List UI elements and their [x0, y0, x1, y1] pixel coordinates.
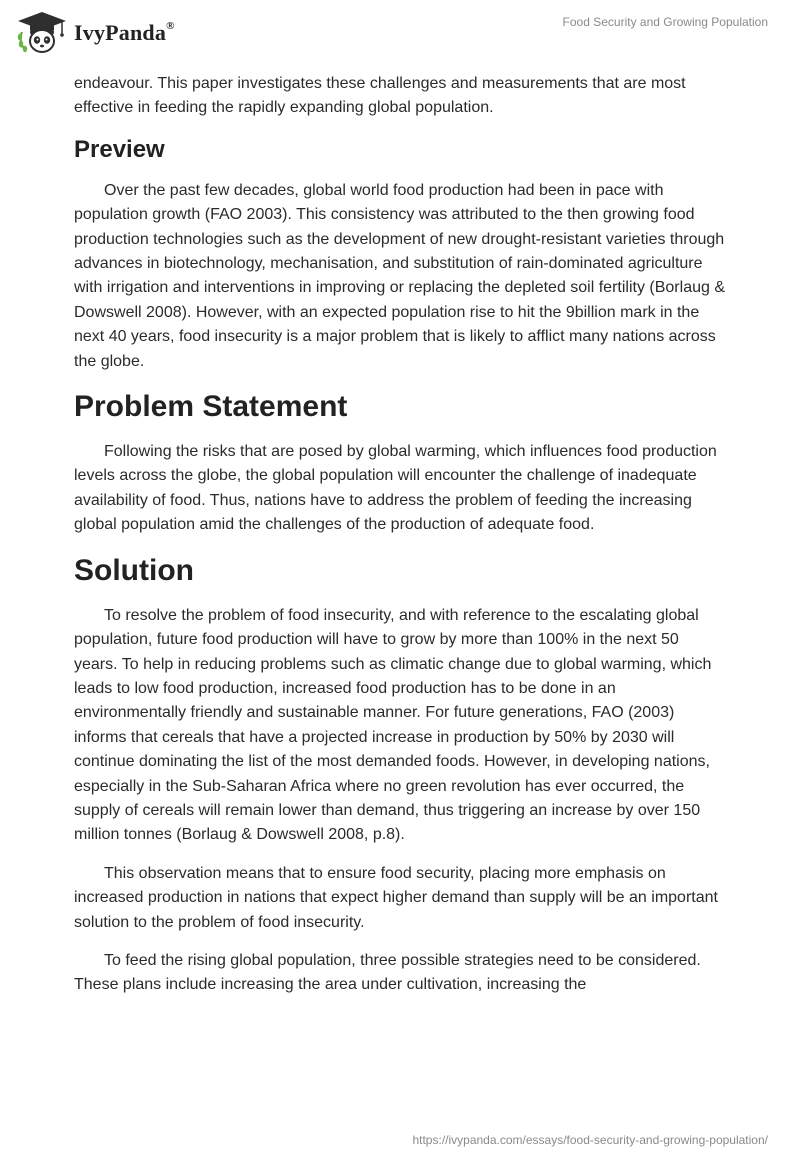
brand-name: IvyPanda® [74, 19, 175, 45]
preview-paragraph: Over the past few decades, global world food production had been in pace with population growth (FAO 2003). This consistency was attributed to the then growing food production technologies such as the development of new drought-resistant varieties through advances in biotechnology, mechanisation, and substitution of rain-dominated agriculture with irrigation and interventions in improving or replacing the depleted soil fertility (Borlaug & Dowswell 2008). However, with an expected population rise to hit the 9billion mark in the next 40 years, food insecurity is a major problem that is likely to afflict many nations across the globe. [74, 181, 725, 370]
problem-statement-paragraph: Following the risks that are posed by global warming, which influences food production levels across the globe, the global population will encounter the challenge of inadequate availability of food. Thus, nations have to address the problem of feeding the increasing global population amid the challenges of the production of adequate food. [74, 443, 717, 534]
solution-heading: Solution [74, 553, 194, 587]
solution-paragraph-1: To resolve the problem of food insecurity, and with reference to the escalating global population, future food production will have to grow by more than 100% in the next 50 years. To help in reducing problems such as climatic change due to global warming, which leads to low food production, increased food production has to be done in an environmentally friendly and sustainable manner. For future generations, FAO (2003) informs that cereals that have a projected increase in production by 50% by 2030 will continue dominating the list of the most demanded foods. However, in developing nations, especially in the Sub-Saharan Africa where no green revolution has ever occurred, the supply of cereals will remain lower than demand, thus triggering an increase by over 150 million tonnes (Borlaug & Dowswell 2008, p.8). [74, 606, 712, 844]
source-url[interactable]: https://ivypanda.com/essays/food-security-and-growing-population/ [412, 1133, 768, 1147]
ivypanda-logo[interactable] [14, 10, 175, 56]
essay-content [74, 72, 726, 1012]
solution-paragraph-2: This observation means that to ensure food security, placing more emphasis on increased production in nations that expect higher demand than supply will be an important solution to the problem of food insecurity. [74, 864, 718, 931]
solution-paragraph-3: To feed the rising global population, three possible strategies need to be considered. These plans include increasing the area under cultivation, increasing the [74, 951, 701, 994]
preview-heading: Preview [74, 135, 165, 163]
page-header [0, 0, 800, 70]
document-title: Food Security and Growing Population [562, 15, 768, 29]
intro-paragraph-tail: endeavour. This paper investigates these challenges and measurements that are most effective in feeding the rapidly expanding global population. [74, 75, 686, 117]
problem-statement-heading: Problem Statement [74, 390, 348, 424]
panda-graduation-cap-icon [14, 10, 70, 56]
